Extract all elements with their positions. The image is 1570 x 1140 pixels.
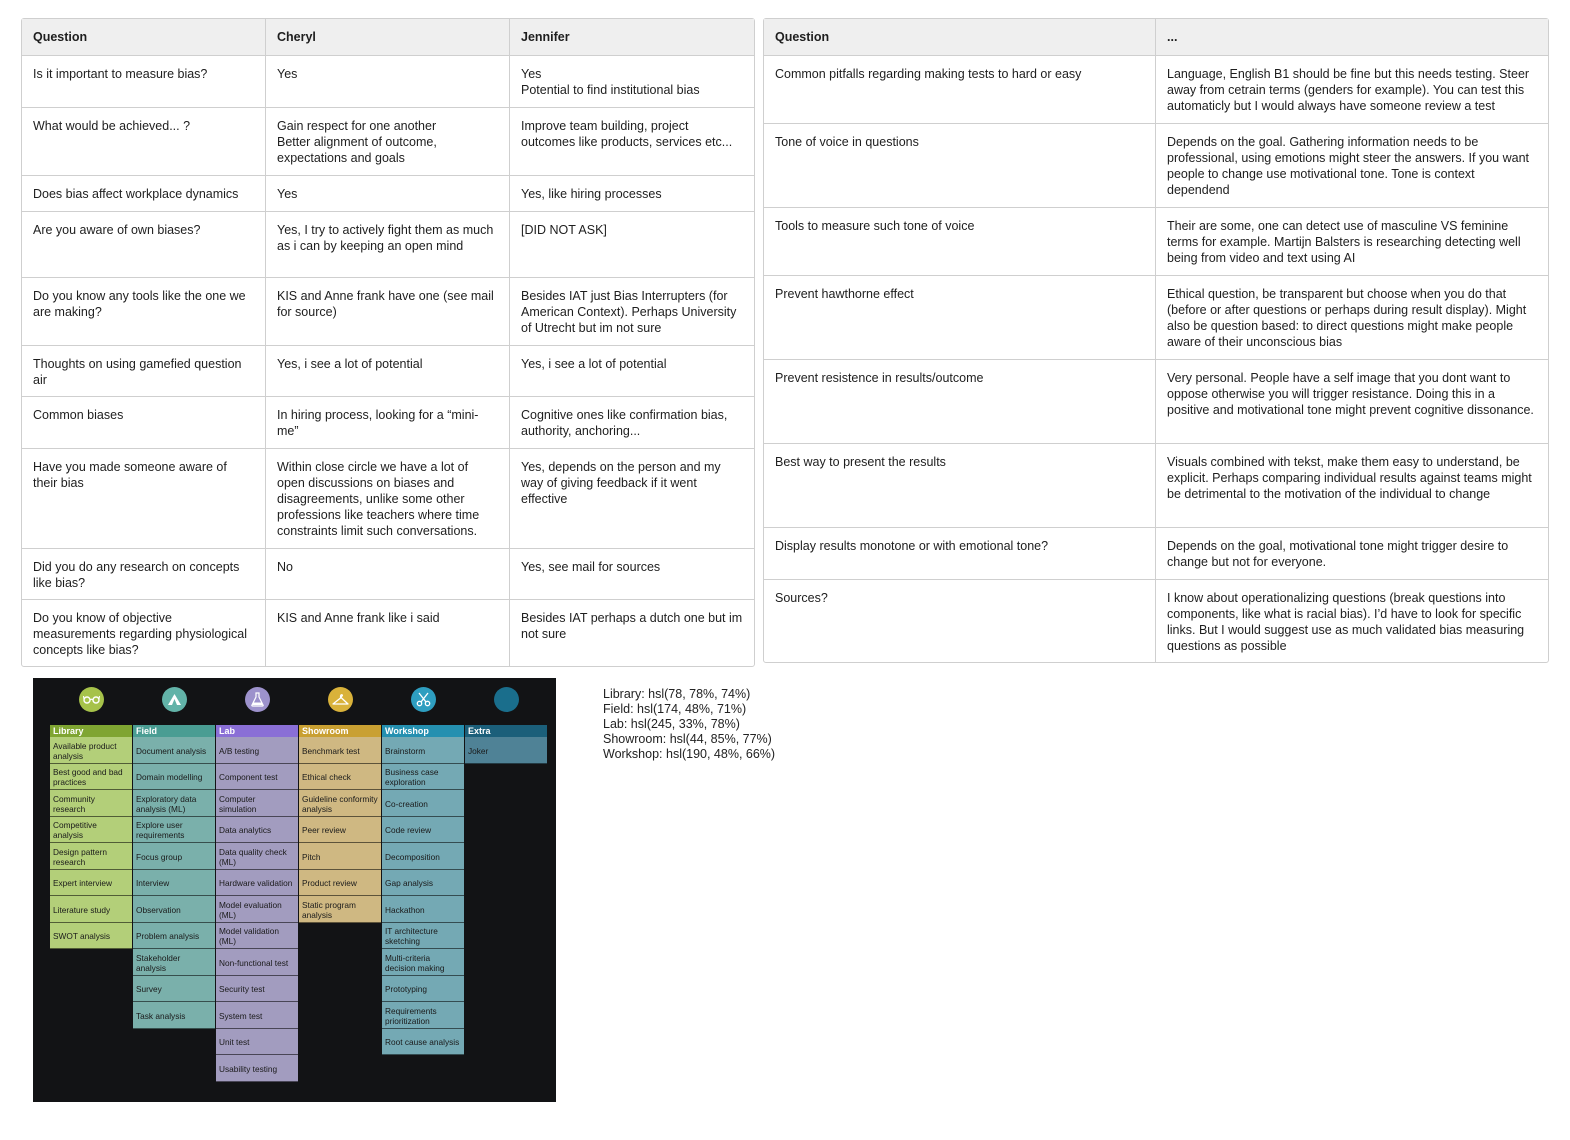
method-card[interactable]: A/B testing (216, 737, 298, 764)
table-row (22, 397, 754, 449)
legend-line: Library: hsl(78, 78%, 74%) (603, 687, 751, 701)
header-question: Question (22, 19, 266, 56)
tent-icon (162, 687, 187, 712)
board-column (50, 725, 132, 949)
column-header: Field (133, 725, 215, 737)
answer-cell: Ethical question, be transparent but choose when you do that (before or after questions or perhaps during result display). Might also be question based: to direct questions might make people aware of their unconscious bias (1156, 276, 1548, 360)
answer-cell: Within close circle we have a lot of open discussions on biases and disagreements, unlike some other professions like teachers where time constraints limit such conversations. (266, 449, 510, 549)
answer-cell: Very personal. People have a self image that you dont want to oppose otherwise you will trigger resistance. Doing this in a positive and motivational tone might prevent cognitive dissonance. (1156, 360, 1548, 444)
method-card[interactable]: Exploratory data analysis (ML) (133, 790, 215, 817)
table-row (22, 278, 754, 346)
table-row (22, 549, 754, 600)
method-card[interactable]: Static program analysis (299, 896, 381, 923)
table-row (764, 56, 1548, 124)
question-cell: Common biases (22, 397, 266, 449)
method-card[interactable]: Community research (50, 790, 132, 817)
method-card[interactable]: Unit test (216, 1029, 298, 1056)
table-row (764, 208, 1548, 276)
question-cell: Have you made someone aware of their bias (22, 449, 266, 549)
board-column (465, 725, 547, 764)
question-cell: Tone of voice in questions (764, 124, 1156, 208)
table-row (764, 444, 1548, 528)
method-card[interactable]: Non-functional test (216, 949, 298, 976)
answer-cell: I know about operationalizing questions (break questions into components, like what is racial bias). I’d have to look for specific links. But I would suggest use as much validated bias measuring questions as possible (1167, 591, 1525, 653)
method-card[interactable]: Prototyping (382, 976, 464, 1003)
method-card[interactable]: Domain modelling (133, 764, 215, 791)
answer-cell: Their are some, one can detect use of masculine VS feminine terms for example. Martijn Balsters is researching detecting well being from video and text using AI (1156, 208, 1548, 276)
board-column (382, 725, 464, 1055)
table-row (22, 108, 754, 176)
method-card[interactable]: Code review (382, 817, 464, 844)
scissors-icon (411, 687, 436, 712)
answer-cell: KIS and Anne frank like i said (266, 600, 510, 666)
research-methods-board (33, 678, 556, 1102)
circle-icon (494, 687, 519, 712)
header-question: Question (764, 19, 1156, 56)
legend-line: Field: hsl(174, 48%, 71%) (603, 702, 747, 716)
question-cell: Best way to present the results (764, 444, 1156, 528)
method-card[interactable]: Focus group (133, 843, 215, 870)
answer-cell: Depends on the goal. Gathering information needs to be professional, using emotions might steer the answers. If you want people to change use motivational tone. Tone is context dependend (1156, 124, 1548, 208)
table-row (764, 360, 1548, 444)
answer-cell: Language, English B1 should be fine but this needs testing. Steer away from cetrain terms (genders for example). You can test this automaticly but I would always have someone review a test (1156, 56, 1548, 124)
method-card[interactable]: Gap analysis (382, 870, 464, 897)
method-card[interactable]: System test (216, 1002, 298, 1029)
method-card[interactable]: Co-creation (382, 790, 464, 817)
method-card[interactable]: IT architecture sketching (382, 923, 464, 950)
method-card[interactable]: Explore user requirements (133, 817, 215, 844)
method-card[interactable]: Ethical check (299, 764, 381, 791)
question-cell: Did you do any research on concepts like bias? (22, 549, 266, 600)
method-card[interactable]: Component test (216, 764, 298, 791)
question-cell: Are you aware of own biases? (22, 212, 266, 278)
method-card[interactable]: Joker (465, 737, 547, 764)
method-card[interactable]: Stakeholder analysis (133, 949, 215, 976)
method-card[interactable]: Problem analysis (133, 923, 215, 950)
question-cell: Display results monotone or with emotional tone? (764, 528, 1156, 580)
table-row (22, 176, 754, 212)
board-column (133, 725, 215, 1029)
question-cell: Sources? (764, 580, 1156, 662)
method-card[interactable]: Benchmark test (299, 737, 381, 764)
method-card[interactable]: Product review (299, 870, 381, 897)
method-card[interactable]: Survey (133, 976, 215, 1003)
header-cheryl: Cheryl (266, 19, 510, 56)
hanger-icon (328, 687, 353, 712)
header-jennifer: Jennifer (510, 19, 754, 56)
question-cell: Prevent hawthorne effect (764, 276, 1156, 360)
column-header: Showroom (299, 725, 381, 737)
table-row (764, 276, 1548, 360)
answer-cell: Besides IAT just Bias Interrupters (for American Context). Perhaps University of Utrecht but im not sure (510, 278, 754, 346)
flask-icon (245, 687, 270, 712)
answer-cell: No (266, 549, 510, 600)
question-cell: Common pitfalls regarding making tests to hard or easy (764, 56, 1156, 124)
method-card[interactable]: Data analytics (216, 817, 298, 844)
column-header: Library (50, 725, 132, 737)
legend-line: Workshop: hsl(190, 48%, 66%) (603, 747, 776, 761)
answer-cell: Yes (266, 176, 510, 212)
method-card[interactable]: Document analysis (133, 737, 215, 764)
table-row (22, 346, 754, 397)
interview-table-right (763, 18, 1549, 663)
method-card[interactable]: Best good and bad practices (50, 764, 132, 791)
answer-cell: Cognitive ones like confirmation bias, authority, anchoring... (510, 397, 754, 449)
method-card[interactable]: SWOT analysis (50, 923, 132, 950)
legend-line: Lab: hsl(245, 33%, 78%) (603, 717, 740, 731)
method-card[interactable]: Available product analysis (50, 737, 132, 764)
method-card[interactable]: Root cause analysis (382, 1029, 464, 1056)
method-card[interactable]: Brainstorm (382, 737, 464, 764)
table-row (764, 124, 1548, 208)
method-card[interactable]: Hackathon (382, 896, 464, 923)
method-card[interactable]: Peer review (299, 817, 381, 844)
question-cell: Do you know any tools like the one we are making? (22, 278, 266, 346)
answer-cell: Depends on the goal, motivational tone might trigger desire to change but not for everyone. (1156, 528, 1548, 580)
method-card[interactable]: Observation (133, 896, 215, 923)
interview-table-left (21, 18, 755, 667)
method-card[interactable]: Model evaluation (ML) (216, 896, 298, 923)
method-card[interactable]: Model validation (ML) (216, 923, 298, 950)
method-card[interactable]: Computer simulation (216, 790, 298, 817)
answer-cell: KIS and Anne frank have one (see mail for source) (266, 278, 510, 346)
method-card[interactable]: Usability testing (216, 1055, 298, 1082)
answer-cell: Yes, like hiring processes (510, 176, 754, 212)
method-card[interactable]: Guideline conformity analysis (299, 790, 381, 817)
answer-cell: Yes, see mail for sources (510, 549, 754, 600)
question-cell: Tools to measure such tone of voice (764, 208, 1156, 276)
legend-line: Showroom: hsl(44, 85%, 77%) (603, 732, 772, 746)
method-card[interactable]: Multi-criteria decision making (382, 949, 464, 976)
method-card[interactable]: Competitive analysis (50, 817, 132, 844)
question-cell: Does bias affect workplace dynamics (22, 176, 266, 212)
answer-cell: Yes, i see a lot of potential (510, 346, 754, 397)
answer-cell: Visuals combined with tekst, make them easy to understand, be explicit. Perhaps comparing individual results against teams might be detrimental to the motivation of the individual to change (1156, 444, 1548, 528)
board-column (216, 725, 298, 1082)
method-card[interactable]: Security test (216, 976, 298, 1003)
header-answer: ... (1156, 19, 1548, 56)
table-row (764, 528, 1548, 580)
method-card[interactable]: Business case exploration (382, 764, 464, 791)
column-header: Extra (465, 725, 547, 737)
method-card[interactable]: Task analysis (133, 1002, 215, 1029)
question-cell: Prevent resistence in results/outcome (764, 360, 1156, 444)
method-card[interactable]: Requirements prioritization (382, 1002, 464, 1029)
answer-cell: Yes (266, 56, 510, 108)
answer-cell: Yes, I try to actively fight them as much as i can by keeping an open mind (266, 212, 510, 278)
method-card[interactable]: Literature study (50, 896, 132, 923)
answer-cell: Yes, i see a lot of potential (266, 346, 510, 397)
column-header: Lab (216, 725, 298, 737)
board-column (299, 725, 381, 923)
answer-cell: [DID NOT ASK] (510, 212, 754, 278)
method-card[interactable]: Pitch (299, 843, 381, 870)
method-card[interactable]: Hardware validation (216, 870, 298, 897)
answer-cell: Besides IAT perhaps a dutch one but im not sure (521, 611, 743, 641)
table-row (22, 600, 754, 666)
method-card[interactable]: Decomposition (382, 843, 464, 870)
question-cell: Thoughts on using gamefied question air (22, 346, 266, 397)
glasses-icon (79, 687, 104, 712)
question-cell: Is it important to measure bias? (22, 56, 266, 108)
answer-cell: Yes, depends on the person and my way of giving feedback if it went effective (510, 449, 754, 549)
table-row (22, 449, 754, 549)
color-legend (603, 687, 775, 762)
table-row (764, 580, 1548, 662)
method-card[interactable]: Design pattern research (50, 843, 132, 870)
question-cell: Do you know of objective measurements regarding physiological concepts like bias? (22, 600, 266, 666)
table-row (22, 212, 754, 278)
column-header: Workshop (382, 725, 464, 737)
answer-cell: Improve team building, project outcomes like products, services etc... (510, 108, 754, 176)
table-row (22, 56, 754, 108)
question-cell: What would be achieved... ? (22, 108, 266, 176)
method-card[interactable]: Interview (133, 870, 215, 897)
answer-cell: Gain respect for one another Better alignment of outcome, expectations and goals (266, 108, 510, 176)
answer-cell: Yes Potential to find institutional bias (510, 56, 754, 108)
method-card[interactable]: Expert interview (50, 870, 132, 897)
method-card[interactable]: Data quality check (ML) (216, 843, 298, 870)
answer-cell: In hiring process, looking for a “mini-me” (266, 397, 510, 449)
